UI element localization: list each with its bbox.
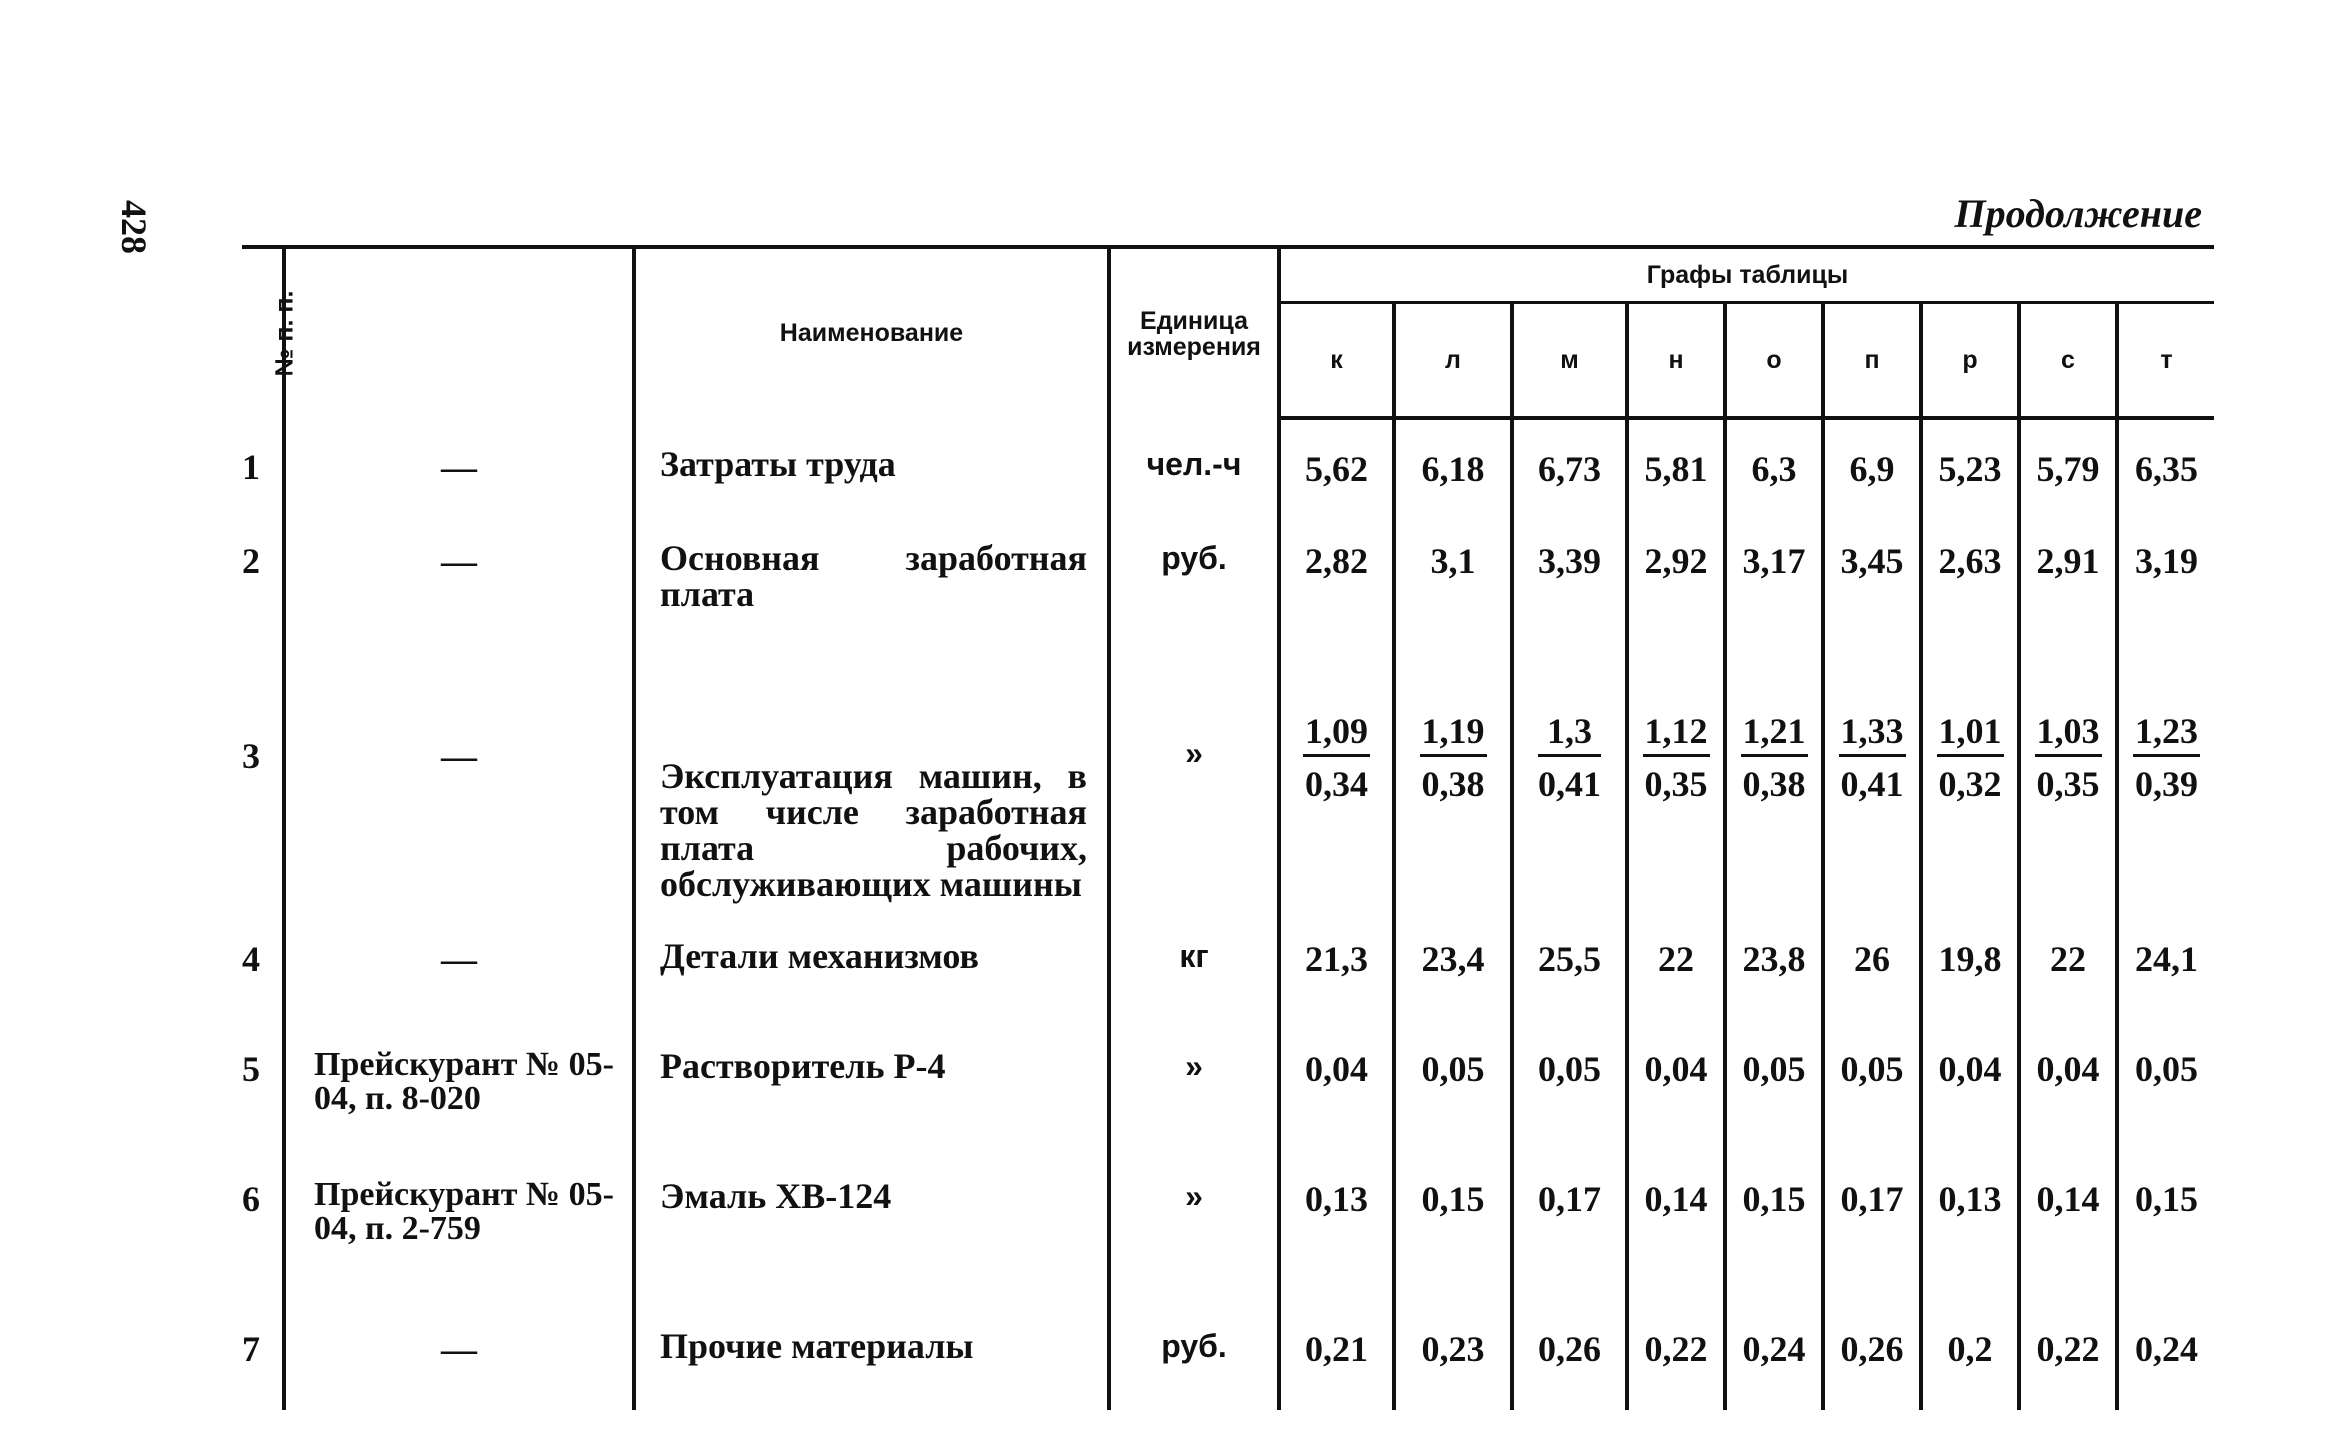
cell-value: 0,2 xyxy=(1921,1308,2019,1410)
cell-value: 2,82 xyxy=(1279,520,1394,690)
cell-value: 0,05 xyxy=(1512,1028,1627,1168)
cell-fraction xyxy=(1823,690,1921,928)
fraction-bottom: 0,41 xyxy=(1538,764,1601,804)
fraction-top: 1,09 xyxy=(1303,710,1370,757)
table-row xyxy=(242,690,2214,928)
row-num: 7 xyxy=(242,1308,284,1410)
cell-fraction xyxy=(2019,690,2117,928)
cell-value: 26 xyxy=(1823,928,1921,1028)
row-name: Эксплуатация машин, в том числе заработная плата рабочих, обслуживающих машины xyxy=(634,690,1109,928)
cell-value: 0,14 xyxy=(2019,1168,2117,1308)
cell-value: 6,18 xyxy=(1394,418,1512,520)
cell-fraction xyxy=(1725,690,1823,928)
cost-table xyxy=(242,245,2214,1410)
fraction-bottom: 0,38 xyxy=(1421,764,1485,804)
row-source: Прейскурант № 05-04, п. 2-759 xyxy=(284,1168,634,1308)
row-unit: » xyxy=(1109,1028,1279,1168)
cell-value: 6,3 xyxy=(1725,418,1823,520)
row-unit: руб. xyxy=(1109,520,1279,690)
fraction-top: 1,03 xyxy=(2035,710,2102,757)
page-number: 428 xyxy=(114,200,154,254)
fraction-bottom: 0,35 xyxy=(2036,764,2100,804)
cell-value: 3,1 xyxy=(1394,520,1512,690)
header-graph-n: н xyxy=(1627,303,1725,419)
cell-value: 22 xyxy=(2019,928,2117,1028)
continuation-label: Продолжение xyxy=(1954,191,2202,236)
row-source: — xyxy=(284,928,634,1028)
row-unit: » xyxy=(1109,690,1279,928)
header-name: Наименование xyxy=(634,247,1109,418)
cell-value: 0,05 xyxy=(1725,1028,1823,1168)
row-num: 5 xyxy=(242,1028,284,1168)
row-source: — xyxy=(284,418,634,520)
header-num: № п. п. xyxy=(242,247,284,418)
cell-value: 0,15 xyxy=(1725,1168,1823,1308)
header-graph-p: п xyxy=(1823,303,1921,419)
row-num: 1 xyxy=(242,418,284,520)
cell-value: 0,17 xyxy=(1512,1168,1627,1308)
cell-value: 0,24 xyxy=(1725,1308,1823,1410)
cell-fraction xyxy=(2117,690,2214,928)
fraction-bottom: 0,35 xyxy=(1644,764,1708,804)
cell-value: 0,15 xyxy=(2135,1179,2199,1219)
cell-value: 22 xyxy=(1627,928,1725,1028)
cell-value: 3,17 xyxy=(1725,520,1823,690)
cell-fraction xyxy=(1921,690,2019,928)
cell-fraction xyxy=(1394,690,1512,928)
table-row xyxy=(242,1028,2214,1168)
cell-value: 0,04 xyxy=(1627,1028,1725,1168)
row-name: Затраты труда xyxy=(634,418,1109,520)
fraction-top: 1,01 xyxy=(1937,710,2004,757)
fraction-top: 1,23 xyxy=(2133,710,2200,757)
cell-value: 3,39 xyxy=(1512,520,1627,690)
cell-value: 0,15 xyxy=(1394,1168,1512,1308)
cell-fraction xyxy=(1512,690,1627,928)
fraction-bottom: 0,32 xyxy=(1938,764,2002,804)
row-unit: чел.-ч xyxy=(1109,418,1279,520)
cell-value: 0,13 xyxy=(1279,1168,1394,1308)
cell-value: 5,79 xyxy=(2019,418,2117,520)
table-row xyxy=(242,1308,2214,1410)
cell-value: 24,1 xyxy=(2135,939,2199,979)
header-graph-o: о xyxy=(1725,303,1823,419)
cell-value: 6,35 xyxy=(2135,449,2199,489)
row-source: Прейскурант № 05-04, п. 8-020 xyxy=(284,1028,634,1168)
cell-value: 3,45 xyxy=(1823,520,1921,690)
cell-value: 21,3 xyxy=(1279,928,1394,1028)
fraction-top: 1,12 xyxy=(1643,710,1710,757)
cell-value: 19,8 xyxy=(1921,928,2019,1028)
row-source: — xyxy=(284,690,634,928)
fraction-bottom: 0,38 xyxy=(1742,764,1806,804)
table-row xyxy=(242,928,2214,1028)
fraction-top: 1,21 xyxy=(1741,710,1808,757)
table-row xyxy=(242,1168,2214,1308)
cell-fraction xyxy=(1627,690,1725,928)
row-name: Основная заработная плата xyxy=(634,520,1109,690)
cell-value: 2,63 xyxy=(1921,520,2019,690)
row-unit: кг xyxy=(1109,928,1279,1028)
cell-value: 5,62 xyxy=(1279,418,1394,520)
cell-value: 0,23 xyxy=(1394,1308,1512,1410)
cell-value: 0,22 xyxy=(1627,1308,1725,1410)
row-source: — xyxy=(284,1308,634,1410)
cell-value: 23,4 xyxy=(1394,928,1512,1028)
header-graphs-title: Графы таблицы xyxy=(1279,247,2214,303)
row-unit: » xyxy=(1109,1168,1279,1308)
cell-value: 0,04 xyxy=(2019,1028,2117,1168)
row-num: 3 xyxy=(242,690,284,928)
cell-value: 0,26 xyxy=(1823,1308,1921,1410)
cell-value: 0,14 xyxy=(1627,1168,1725,1308)
row-name: Детали механизмов xyxy=(634,928,1109,1028)
cell-value: 5,81 xyxy=(1627,418,1725,520)
row-num: 2 xyxy=(242,520,284,690)
cell-value: 6,73 xyxy=(1512,418,1627,520)
fraction-bottom: 0,39 xyxy=(2135,764,2199,804)
cell-value: 0,05 xyxy=(2135,1049,2199,1089)
cell-value: 0,21 xyxy=(1279,1308,1394,1410)
cell-value: 0,05 xyxy=(1394,1028,1512,1168)
row-unit: руб. xyxy=(1109,1308,1279,1410)
row-name: Растворитель Р-4 xyxy=(634,1028,1109,1168)
table-row xyxy=(242,520,2214,690)
row-name: Прочие материалы xyxy=(634,1308,1109,1410)
cell-value: 2,92 xyxy=(1627,520,1725,690)
cell-value: 0,26 xyxy=(1512,1308,1627,1410)
cell-value: 0,17 xyxy=(1823,1168,1921,1308)
cell-value: 0,22 xyxy=(2019,1308,2117,1410)
fraction-top: 1,3 xyxy=(1538,710,1601,757)
cell-value: 0,13 xyxy=(1921,1168,2019,1308)
header-graph-t: т xyxy=(2117,303,2214,419)
header-graph-s: с xyxy=(2019,303,2117,419)
row-num: 6 xyxy=(242,1168,284,1308)
row-source: — xyxy=(284,520,634,690)
row-num: 4 xyxy=(242,928,284,1028)
cell-value: 0,24 xyxy=(2135,1329,2199,1369)
header-graph-k: к xyxy=(1279,303,1394,419)
row-name: Эмаль ХВ-124 xyxy=(634,1168,1109,1308)
header-graph-r: р xyxy=(1921,303,2019,419)
fraction-top: 1,33 xyxy=(1839,710,1906,757)
header-graph-l: л xyxy=(1394,303,1512,419)
cell-value: 0,04 xyxy=(1279,1028,1394,1168)
fraction-bottom: 0,34 xyxy=(1305,764,1368,804)
cell-value: 0,04 xyxy=(1921,1028,2019,1168)
cell-value: 23,8 xyxy=(1725,928,1823,1028)
header-unit: Единица измерения xyxy=(1109,247,1279,418)
header-source xyxy=(284,247,634,418)
cell-value: 2,91 xyxy=(2019,520,2117,690)
cell-value: 0,05 xyxy=(1823,1028,1921,1168)
cell-value: 25,5 xyxy=(1512,928,1627,1028)
table-row xyxy=(242,418,2214,520)
header-graph-m: м xyxy=(1512,303,1627,419)
cell-value: 5,23 xyxy=(1921,418,2019,520)
fraction-bottom: 0,41 xyxy=(1840,764,1904,804)
cell-value: 6,9 xyxy=(1823,418,1921,520)
cell-value: 3,19 xyxy=(2135,541,2199,581)
cell-fraction xyxy=(1279,690,1394,928)
fraction-top: 1,19 xyxy=(1420,710,1487,757)
